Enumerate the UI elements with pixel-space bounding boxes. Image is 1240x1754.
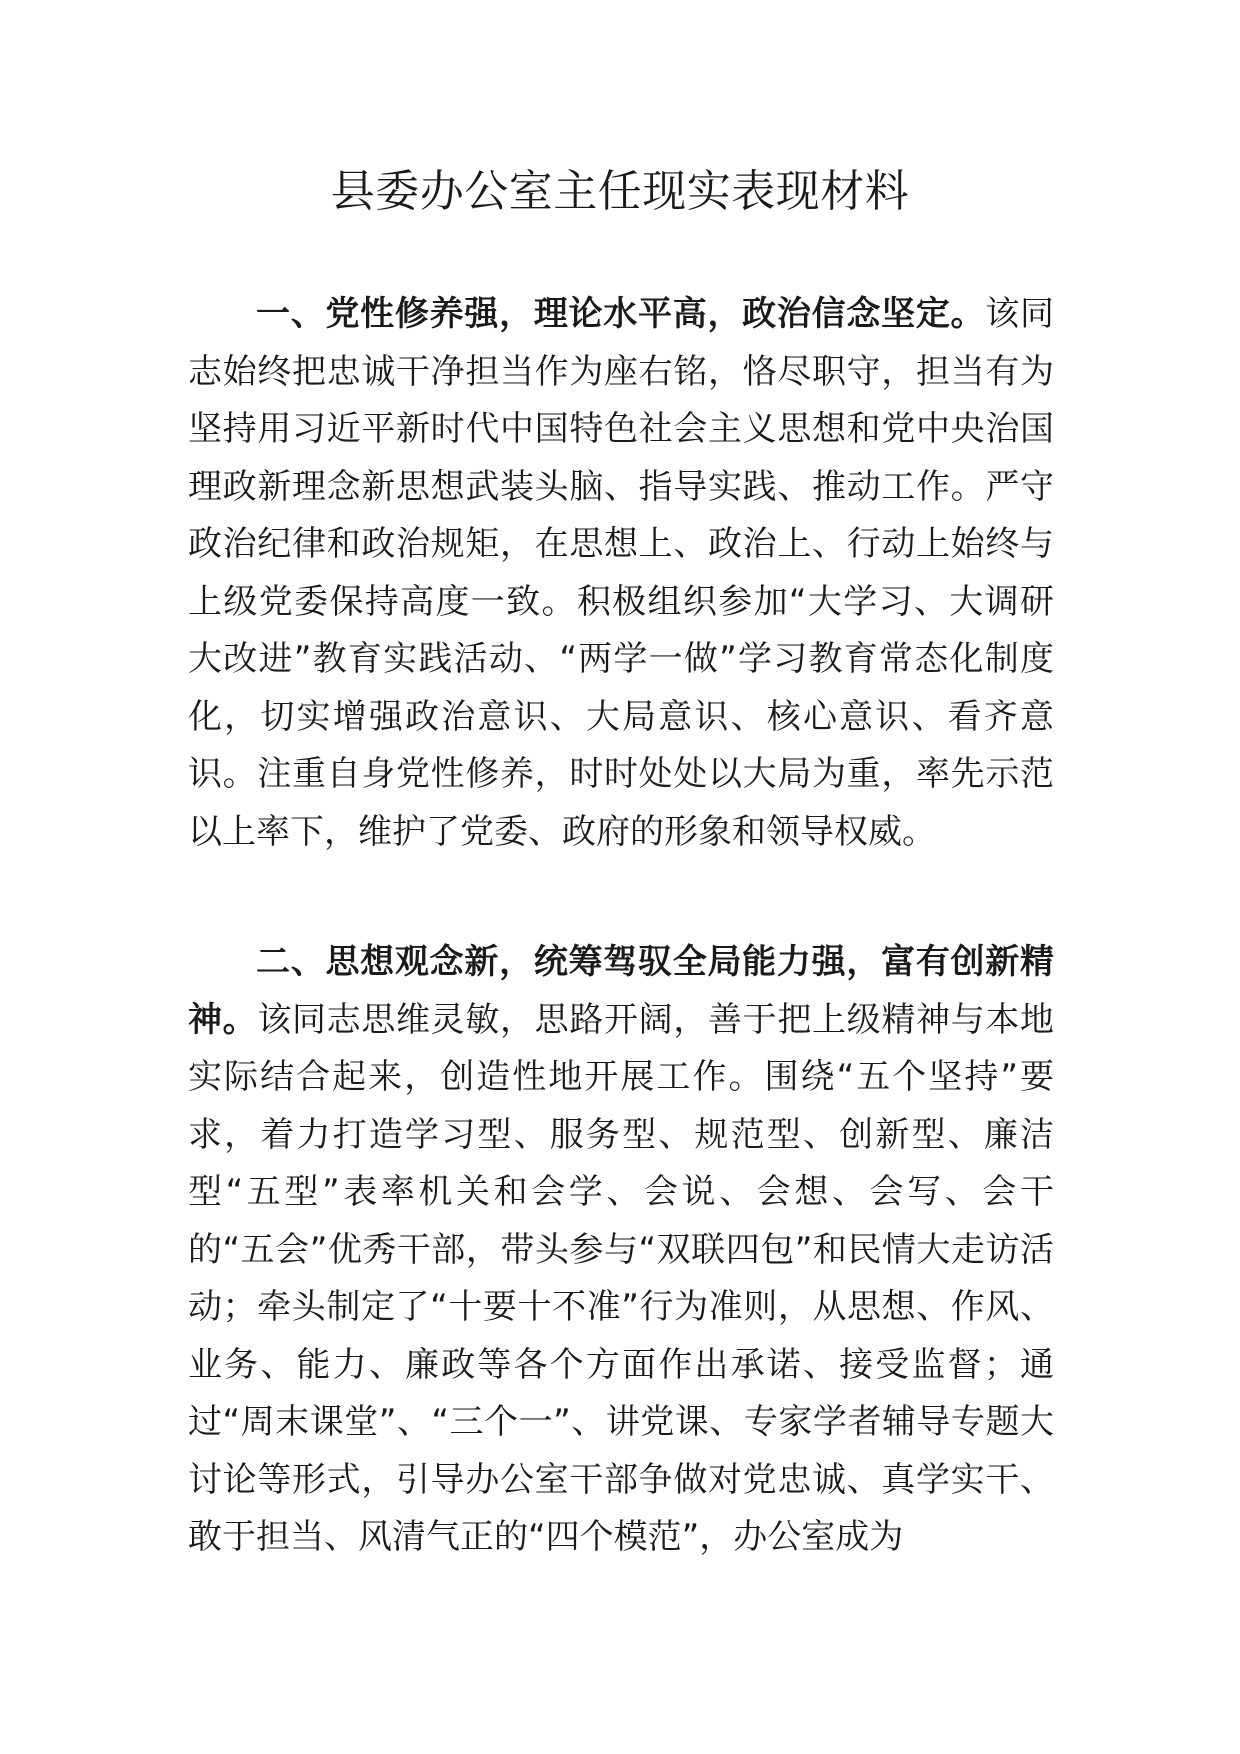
section-1-text: 该同志始终把忠诚干净担当作为座右铭，恪尽职守，担当有为坚持用习近平新时代中国特色社会主义思想和党中央治国理政新理念新思想武装头脑、指导实践、推动工作。严守政治纪律和政治规矩，在思想上、政治上、行动上始终与上级党委保持高度一致。积极组织参加“大学习、大调研大改进”教育实践活动、“两学一做”学习教育常态化制度化，切实增强政治意识、大局意识、核心意识、看齐意识。注重自身党性修养，时时处处以大局为重，率先示范以上率下，维护了党委、政府的形象和领导权威。 xyxy=(188,294,1055,852)
section-2-heading: 二、思想观念新，统筹驾驭全局能力强，富有创新精神。 xyxy=(188,942,1054,1040)
section-2-text: 该同志思维灵敏，思路开阔，善于把上级精神与本地实际结合起来，创造性地开展工作。围绕“五个坚持”要求，着力打造学习型、服务型、规范型、创新型、廉洁型“五型”表率机关和会学、会说、会想、会写、会干的“五会”优秀干部，带头参与“双联四包”和民情大走访活动；牵头制定了“十要十不准”行为准则，从思想、作风、业务、能力、廉政等各个方面作出承诺、接受监督；通过“周末课堂”、“三个一”、讲党课、专家学者辅导专题大讨论等形式，引导办公室干部争做对党忠诚、真学实干、敢于担当、风清气正的“四个模范”，办公室成为 xyxy=(188,999,1055,1557)
section-2 xyxy=(188,934,1054,1567)
section-1 xyxy=(188,286,1054,861)
section-1-paragraph xyxy=(188,286,1054,861)
section-1-heading: 一、党性修养强，理论水平高，政治信念坚定。 xyxy=(256,294,986,334)
section-2-paragraph xyxy=(188,934,1054,1567)
document-title: 县委办公室主任现实表现材料 xyxy=(330,166,910,217)
